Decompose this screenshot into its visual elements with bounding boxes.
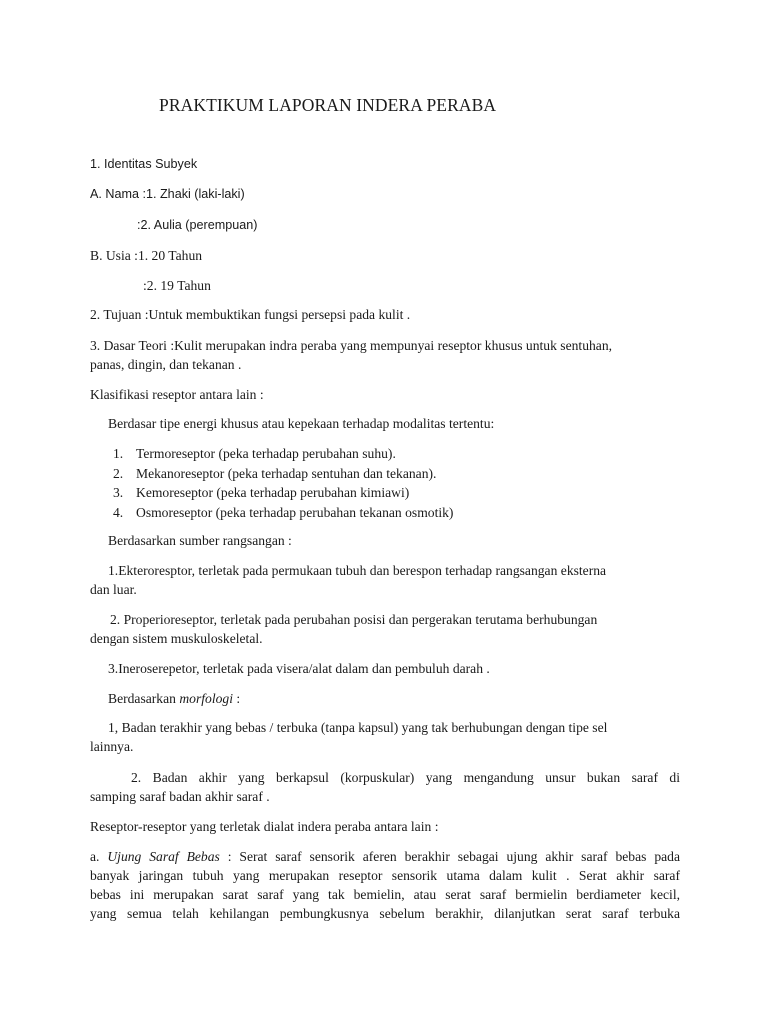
list-item bbox=[90, 444, 680, 464]
ujung-line-1-rest: : Serat saraf sensorik aferen berakhir sebagai ujung akhir saraf bebas pada bbox=[219, 849, 680, 864]
page-title: PRAKTIKUM LAPORAN INDERA PERABA bbox=[159, 95, 497, 115]
sumber-2-line-1: 2. Properioreseptor, terletak pada perubahan posisi dan pergerakan terutama berhubungan bbox=[110, 612, 598, 627]
morfologi-2-line-2: samping saraf badan akhir saraf . bbox=[90, 789, 270, 804]
ujung-saraf-line-3: bebas ini merupakan sarat saraf yang tak bemielin, atau serat saraf bermielin berdiameter kecil, bbox=[90, 887, 680, 902]
berdasar-energi-line: Berdasar tipe energi khusus atau kepekaan terhadap modalitas tertentu: bbox=[108, 416, 495, 431]
morfologi-1-line-1: 1, Badan terakhir yang bebas / terbuka (tanpa kapsul) yang tak berhubungan dengan tipe sel bbox=[108, 720, 608, 735]
list-number: 1. bbox=[113, 446, 124, 461]
dasar-teori-line-1: 3. Dasar Teori :Kulit merupakan indra peraba yang mempunyai reseptor khusus untuk sentuhan, bbox=[90, 338, 613, 353]
identitas-heading: 1. Identitas Subyek bbox=[90, 157, 198, 171]
reseptor-intro-line: Reseptor-reseptor yang terletak dialat indera peraba antara lain : bbox=[90, 819, 439, 834]
ujung-saraf-line-1 bbox=[90, 847, 680, 866]
ujung-saraf-line-2: banyak jaringan tubuh yang merupakan reseptor sensorik utama dalam kulit . Serat akhir saraf bbox=[90, 868, 680, 883]
list-text: Mekanoreseptor (peka terhadap sentuhan dan tekanan). bbox=[136, 465, 437, 481]
dasar-teori-line-2: panas, dingin, dan tekanan . bbox=[90, 357, 242, 372]
ujung-prefix: a. bbox=[90, 849, 108, 864]
list-text: Kemoreseptor (peka terhadap perubahan kimiawi) bbox=[136, 485, 410, 500]
list-number: 2. bbox=[113, 465, 124, 481]
tujuan-line: 2. Tujuan :Untuk membuktikan fungsi persepsi pada kulit . bbox=[90, 307, 411, 322]
sumber-1-line-2: dan luar. bbox=[90, 582, 137, 597]
sumber-3-line: 3.Ineroserepetor, terletak pada visera/alat dalam dan pembuluh darah . bbox=[108, 661, 490, 676]
morfologi-1-line-2: lainnya. bbox=[90, 739, 134, 754]
morfologi-2-line-1: 2. Badan akhir yang berkapsul (korpuskular) yang mengandung unsur bukan saraf di bbox=[131, 770, 680, 785]
ujung-saraf-line-4: yang semua telah kehilangan pembungkusnya sebelum berakhir, dilanjutkan serat saraf terbuka bbox=[90, 906, 680, 921]
berdasar-sumber-line: Berdasarkan sumber rangsangan : bbox=[108, 533, 292, 548]
klasifikasi-line: Klasifikasi reseptor antara lain : bbox=[90, 387, 264, 402]
list-text: Osmoreseptor (peka terhadap perubahan tekanan osmotik) bbox=[136, 504, 454, 520]
usia-2-line: :2. 19 Tahun bbox=[143, 278, 211, 293]
sumber-1-line-1: 1.Ekteroresptor, terletak pada permukaan tubuh dan berespon terhadap rangsangan eksterna bbox=[108, 563, 607, 578]
list-item bbox=[90, 503, 680, 523]
energi-list bbox=[90, 444, 680, 522]
list-text: Termoreseptor (peka terhadap perubahan suhu). bbox=[136, 446, 396, 461]
usia-line: B. Usia :1. 20 Tahun bbox=[90, 248, 203, 263]
berdasar-morfologi-line bbox=[108, 689, 698, 708]
morfologi-prefix: Berdasarkan bbox=[108, 691, 180, 706]
nama-2-line: :2. Aulia (perempuan) bbox=[137, 218, 258, 232]
list-item bbox=[90, 464, 680, 484]
list-number: 4. bbox=[113, 504, 124, 520]
nama-line: A. Nama :1. Zhaki (laki-laki) bbox=[90, 187, 245, 201]
list-number: 3. bbox=[113, 485, 124, 500]
sumber-2-line-2: dengan sistem muskuloskeletal. bbox=[90, 631, 263, 646]
list-item bbox=[90, 483, 680, 503]
morfologi-suffix: : bbox=[232, 691, 241, 706]
morfologi-italic: morfologi bbox=[179, 691, 233, 706]
ujung-saraf-italic: Ujung Saraf Bebas bbox=[107, 849, 220, 864]
